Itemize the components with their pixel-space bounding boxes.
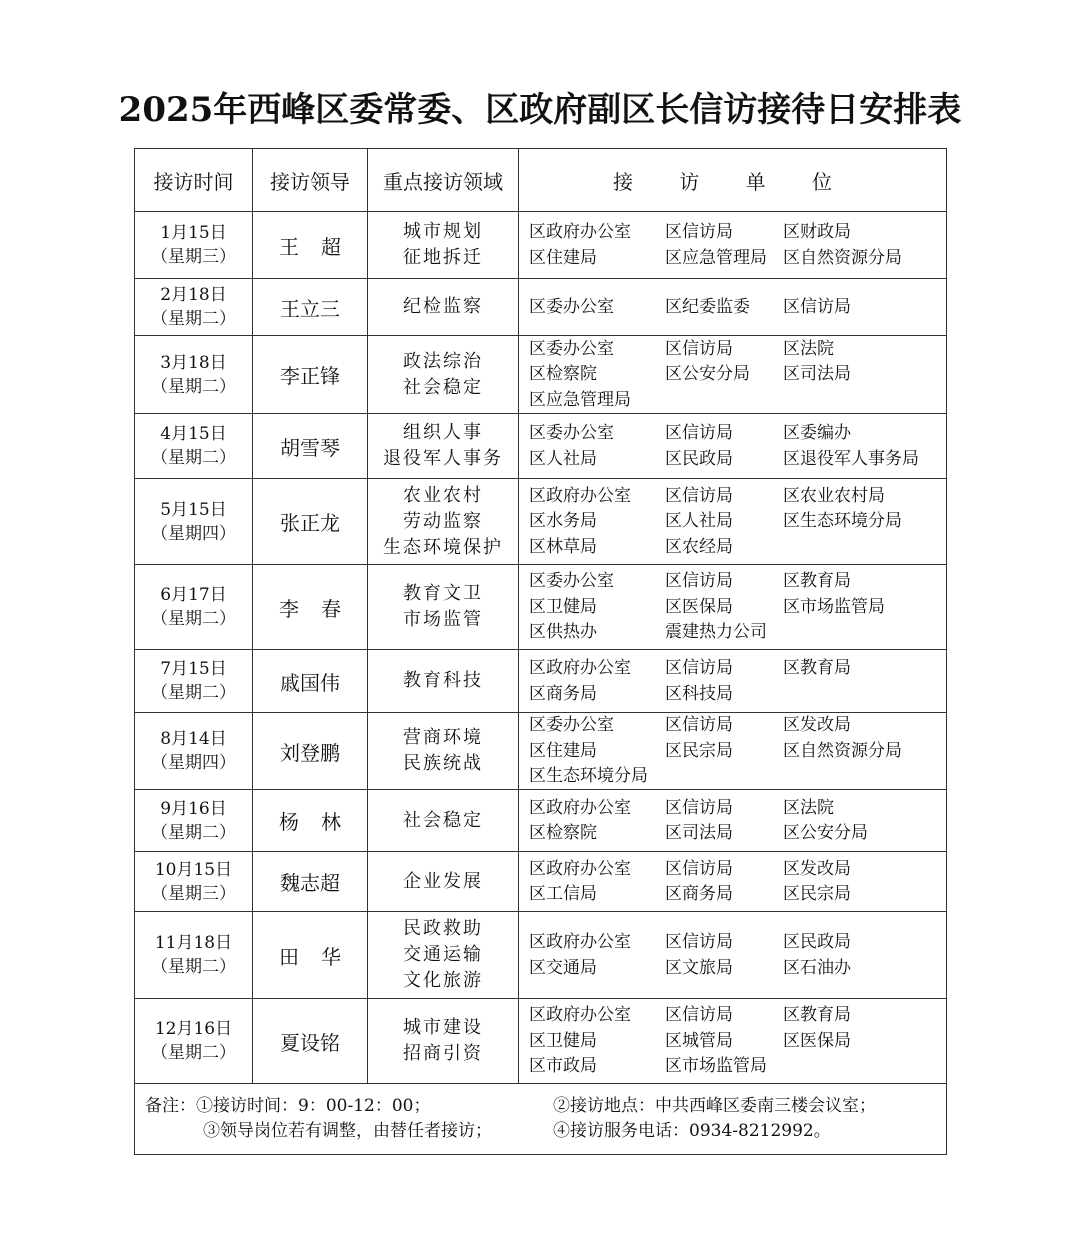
unit-name: 区财政局 (783, 222, 851, 242)
weekday-text: （星期二） (151, 609, 236, 629)
units-cell (519, 790, 947, 852)
focus-field: 企业发展 (403, 870, 483, 892)
schedule-row (135, 336, 947, 414)
focus-field-cell (368, 912, 519, 999)
unit-name: 区民宗局 (665, 740, 733, 761)
date-text: 4月15日 (160, 424, 227, 444)
unit-name: 区教育局 (783, 1005, 851, 1026)
unit-name: 区公安分局 (665, 364, 750, 385)
units-cell (519, 414, 947, 479)
focus-field-cell (368, 212, 519, 279)
unit-name: 区人社局 (529, 448, 597, 469)
date-text: 3月18日 (160, 352, 227, 373)
leader-name: 王立三 (253, 279, 368, 336)
header-leader: 接访领导 (253, 149, 368, 212)
unit-name: 区市场监管局 (665, 1056, 767, 1077)
units-cell (519, 565, 947, 650)
unit-name: 区医保局 (665, 596, 733, 617)
schedule-row (135, 565, 947, 650)
schedule-row (135, 790, 947, 852)
leader-name: 胡雪琴 (253, 414, 368, 479)
weekday-text: （星期三） (151, 247, 236, 267)
date-cell (135, 790, 253, 852)
unit-name: 区司法局 (665, 823, 733, 843)
notes-cell (135, 1084, 947, 1155)
date-text: 1月15日 (160, 223, 227, 243)
units-cell (519, 650, 947, 713)
unit-name: 区法院 (783, 338, 834, 359)
unit-name: 区委办公室 (529, 338, 614, 359)
notes-row (135, 1084, 947, 1155)
unit-name: 震建热力公司 (665, 622, 767, 643)
focus-field: 组织人事 (403, 422, 483, 443)
schedule-row (135, 479, 947, 565)
leader-name: 田华 (253, 912, 368, 999)
weekday-text: （星期二） (151, 957, 236, 977)
unit-name: 区卫健局 (529, 1030, 597, 1051)
units-cell (519, 852, 947, 912)
unit-name: 区城管局 (665, 1030, 733, 1051)
unit-name: 区民政局 (783, 932, 851, 952)
weekday-text: （星期三） (151, 883, 236, 904)
focus-field-cell (368, 852, 519, 912)
leader-name: 张正龙 (253, 479, 368, 565)
unit-name: 区市政局 (529, 1056, 597, 1077)
weekday-text: （星期二） (151, 1043, 236, 1063)
unit-name: 区检察院 (529, 823, 597, 843)
unit-name: 区委办公室 (529, 571, 614, 592)
schedule-row (135, 650, 947, 713)
focus-field-cell (368, 650, 519, 713)
focus-field-cell (368, 565, 519, 650)
focus-field: 市场监管 (403, 609, 483, 630)
leader-name: 杨林 (253, 790, 368, 852)
date-text: 10月15日 (154, 859, 233, 880)
focus-field-cell (368, 713, 519, 790)
unit-name: 区人社局 (665, 511, 733, 532)
focus-field: 营商环境 (403, 727, 483, 748)
focus-field: 社会稳定 (403, 376, 483, 398)
unit-name: 区供热办 (529, 622, 597, 643)
unit-name: 区政府办公室 (529, 658, 631, 678)
focus-field: 民族统战 (403, 753, 483, 774)
leader-name: 李春 (253, 565, 368, 650)
schedule-row (135, 212, 947, 279)
date-cell (135, 479, 253, 565)
date-cell (135, 212, 253, 279)
unit-name: 区农业农村局 (783, 485, 885, 506)
note-location: ②接访地点：中共西峰区委南三楼会议室； (553, 1096, 876, 1116)
unit-name: 区政府办公室 (529, 858, 631, 879)
date-text: 8月14日 (160, 729, 227, 749)
unit-name: 区生态环境分局 (783, 511, 902, 532)
focus-field: 政法综治 (403, 350, 483, 372)
header-time: 接访时间 (135, 149, 253, 212)
focus-field-cell (368, 279, 519, 336)
schedule-row (135, 414, 947, 479)
unit-name: 区卫健局 (529, 596, 597, 617)
focus-field: 农业农村 (403, 484, 483, 506)
unit-name: 区委编办 (783, 423, 851, 443)
unit-name: 区自然资源分局 (783, 247, 902, 268)
date-cell (135, 999, 253, 1084)
unit-name: 区信访局 (665, 1005, 733, 1026)
weekday-text: （星期二） (151, 683, 236, 703)
date-cell (135, 336, 253, 414)
date-cell (135, 565, 253, 650)
weekday-text: （星期四） (151, 753, 236, 773)
weekday-text: （星期二） (151, 448, 236, 468)
unit-name: 区石油办 (783, 957, 851, 978)
unit-name: 区自然资源分局 (783, 740, 902, 761)
units-cell (519, 479, 947, 565)
units-cell (519, 212, 947, 279)
unit-name: 区教育局 (783, 658, 851, 678)
weekday-text: （星期二） (151, 376, 236, 397)
unit-name: 区退役军人事务局 (783, 448, 919, 469)
focus-field: 教育文卫 (403, 583, 483, 604)
unit-name: 区信访局 (665, 423, 733, 443)
focus-field-cell (368, 999, 519, 1084)
unit-name: 区教育局 (783, 571, 851, 592)
unit-name: 区委办公室 (529, 715, 614, 736)
unit-name: 区委办公室 (529, 423, 614, 443)
focus-field: 纪检监察 (403, 296, 483, 317)
leader-name: 魏志超 (253, 852, 368, 912)
units-cell (519, 713, 947, 790)
weekday-text: （星期二） (151, 309, 236, 329)
page-title: 2025年西峰区委常委、区政府副区长信访接待日安排表 (118, 90, 962, 130)
unit-name: 区交通局 (529, 957, 597, 978)
schedule-row (135, 999, 947, 1084)
unit-name: 区信访局 (665, 485, 733, 506)
units-cell (519, 912, 947, 999)
unit-name: 区检察院 (529, 364, 597, 385)
unit-name: 区信访局 (665, 338, 733, 359)
schedule-row (135, 912, 947, 999)
date-text: 2月18日 (160, 285, 227, 305)
date-text: 12月16日 (154, 1019, 233, 1039)
unit-name: 区司法局 (783, 364, 851, 385)
focus-field: 社会稳定 (403, 809, 483, 831)
focus-field: 交通运输 (403, 944, 483, 965)
unit-name: 区民宗局 (783, 884, 851, 904)
unit-name: 区市场监管局 (783, 596, 885, 617)
unit-name: 区商务局 (529, 683, 597, 704)
header-units: 接 访 单 位 (519, 149, 947, 212)
unit-name: 区信访局 (665, 797, 733, 818)
units-cell (519, 999, 947, 1084)
focus-field: 城市规划 (403, 221, 483, 242)
focus-field-cell (368, 479, 519, 565)
unit-name: 区政府办公室 (529, 797, 631, 818)
unit-name: 区公安分局 (783, 823, 868, 843)
unit-name: 区发改局 (783, 858, 851, 879)
unit-name: 区政府办公室 (529, 485, 631, 506)
date-text: 6月17日 (160, 585, 227, 605)
focus-field-cell (368, 336, 519, 414)
focus-field-cell (368, 790, 519, 852)
unit-name: 区林草局 (529, 536, 597, 557)
leader-name: 王超 (253, 212, 368, 279)
leader-name: 夏设铭 (253, 999, 368, 1084)
unit-name: 区农经局 (665, 536, 733, 557)
focus-field: 城市建设 (403, 1017, 483, 1038)
unit-name: 区民政局 (665, 448, 733, 469)
unit-name: 区工信局 (529, 884, 597, 904)
unit-name: 区住建局 (529, 740, 597, 761)
focus-field: 退役军人事务 (383, 448, 503, 469)
unit-name: 区信访局 (665, 932, 733, 952)
unit-name: 区应急管理局 (529, 389, 631, 410)
date-cell (135, 650, 253, 713)
schedule-table (134, 148, 947, 1155)
schedule-row (135, 279, 947, 336)
unit-name: 区科技局 (665, 683, 733, 704)
date-text: 9月16日 (160, 798, 227, 819)
date-text: 5月15日 (160, 499, 227, 520)
unit-name: 区住建局 (529, 247, 597, 268)
focus-field: 招商引资 (403, 1043, 483, 1064)
leader-name: 戚国伟 (253, 650, 368, 713)
unit-name: 区发改局 (783, 715, 851, 736)
note-time: 备注：①接访时间：9：00-12：00； (145, 1096, 431, 1116)
unit-name: 区生态环境分局 (529, 766, 648, 787)
unit-name: 区商务局 (665, 884, 733, 904)
leader-name: 李正锋 (253, 336, 368, 414)
unit-name: 区政府办公室 (529, 222, 631, 242)
date-text: 11月18日 (154, 933, 233, 953)
leader-name: 刘登鹏 (253, 713, 368, 790)
focus-field: 劳动监察 (403, 510, 483, 532)
date-cell (135, 852, 253, 912)
unit-name: 区法院 (783, 797, 834, 818)
focus-field: 文化旅游 (403, 970, 483, 991)
units-cell (519, 279, 947, 336)
unit-name: 区信访局 (665, 858, 733, 879)
note-phone: ④接访服务电话：0934-8212992。 (553, 1121, 831, 1141)
unit-name: 区政府办公室 (529, 1005, 631, 1026)
focus-field: 生态环境保护 (383, 536, 503, 558)
unit-name: 区医保局 (783, 1030, 851, 1051)
unit-name: 区纪委监委 (665, 296, 750, 317)
date-cell (135, 713, 253, 790)
date-cell (135, 912, 253, 999)
unit-name: 区委办公室 (529, 296, 614, 317)
unit-name: 区信访局 (665, 571, 733, 592)
weekday-text: （星期二） (151, 822, 236, 843)
unit-name: 区政府办公室 (529, 932, 631, 952)
note-substitute: ③领导岗位若有调整，由替任者接访； (203, 1121, 492, 1141)
unit-name: 区水务局 (529, 511, 597, 532)
header-row (135, 149, 947, 212)
units-cell (519, 336, 947, 414)
unit-name: 区信访局 (665, 222, 733, 242)
date-text: 7月15日 (160, 659, 227, 679)
schedule-row (135, 713, 947, 790)
unit-name: 区应急管理局 (665, 247, 767, 268)
focus-field: 教育科技 (403, 670, 483, 691)
focus-field: 征地拆迁 (403, 247, 483, 268)
unit-name: 区文旅局 (665, 957, 733, 978)
date-cell (135, 414, 253, 479)
schedule-row (135, 852, 947, 912)
header-field: 重点接访领域 (368, 149, 519, 212)
unit-name: 区信访局 (665, 715, 733, 736)
unit-name: 区信访局 (783, 296, 851, 317)
weekday-text: （星期四） (151, 523, 236, 544)
date-cell (135, 279, 253, 336)
unit-name: 区信访局 (665, 658, 733, 678)
focus-field-cell (368, 414, 519, 479)
focus-field: 民政救助 (403, 918, 483, 939)
